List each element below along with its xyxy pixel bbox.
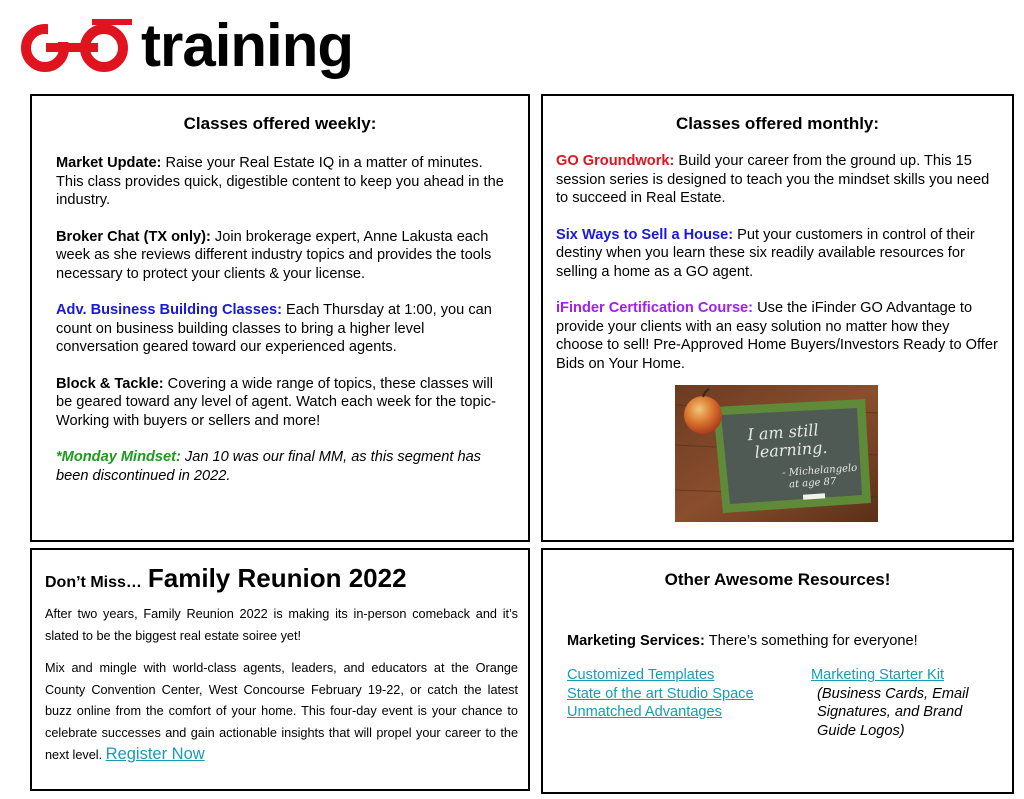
weekly-item-block-tackle	[56, 375, 506, 431]
item-text: Join brokerage expert, Anne Lakusta each week as she reviews different industry topics and provides the tools necessary to protect your clients & your license.	[56, 228, 492, 282]
item-title: Broker Chat (TX only):	[56, 228, 211, 245]
item-text: Use the iFinder GO Advantage to provide your clients with an easy solution no matter how they choose to sell! Pre-Approved Home Buyers/Investors Ready to Offer Bids on Your Home.	[556, 300, 998, 372]
reunion-paragraph-2	[45, 658, 518, 767]
item-title: *Monday Mindset:	[56, 449, 181, 465]
item-text: Raise your Real Estate IQ in a matter of minutes. This class provides quick, digestible content to keep you ahead in the industry.	[56, 155, 504, 208]
item-title: iFinder Certification Course:	[556, 300, 754, 316]
unmatched-advantages-link[interactable]: Unmatched Advantages	[567, 704, 722, 720]
chalk-line-1: I am still	[746, 420, 820, 445]
reunion-prefix: Don’t Miss…	[45, 574, 142, 591]
item-title: Adv. Business Building Classes:	[56, 302, 282, 318]
chalk-attribution-1: - Michelangelo	[781, 462, 858, 479]
item-title: Market Update:	[56, 155, 162, 171]
monthly-item-six-ways	[556, 226, 998, 282]
chalk-line-2: learning.	[754, 437, 829, 462]
reunion-title: Family Reunion 2022	[147, 563, 407, 593]
logo-text: training	[141, 12, 353, 79]
item-text: Covering a wide range of topics, these classes will be geared toward any level of agent. Watch each week for the topic- Working with buyers or sellers and more!	[56, 375, 496, 429]
resource-links-left	[567, 666, 754, 722]
weekly-item-monday-mindset	[56, 448, 506, 485]
go-training-logo	[20, 10, 353, 82]
resources-heading: Other Awesome Resources!	[664, 570, 891, 589]
customized-templates-link[interactable]: Customized Templates	[567, 667, 715, 683]
chalk-attribution-2: at age 87	[788, 476, 837, 491]
marketing-starter-kit-link[interactable]: Marketing Starter Kit	[811, 667, 945, 683]
reunion-paragraph-1: After two years, Family Reunion 2022 is making its in-person comeback and it’s slated to be the biggest real estate soiree yet!	[45, 607, 518, 643]
reunion-paragraph-2-text: Mix and mingle with world-class agents, leaders, and educators at the Orange County Convention Center, West Concourse February 19-22, or catch the latest buzz online from the comfort of your home. This four-day event is your chance to celebrate successes and gain actionable insights that will propel your career to the next level.	[45, 661, 518, 762]
weekly-item-market-update	[56, 154, 506, 210]
item-title: GO Groundwork:	[556, 153, 675, 169]
marketing-services-text: There’s something for everyone!	[704, 633, 918, 649]
monthly-heading: Classes offered monthly:	[675, 114, 880, 133]
marketing-services-line	[567, 632, 1012, 651]
weekly-item-business-building	[56, 301, 506, 357]
go-logo-mark	[20, 16, 135, 76]
item-text: Each Thursday at 1:00, you can count on business building classes to bring a higher level conversation geared toward our experienced agents.	[56, 302, 492, 355]
item-text: Put your customers in control of their destiny when you learn these six readily available resources for selling a home as a GO agent.	[556, 226, 975, 280]
starter-kit-note: (Business Cards, Email Signatures, and Brand Guide Logos)	[817, 685, 969, 739]
register-now-link[interactable]: Register Now	[105, 745, 205, 763]
weekly-item-broker-chat	[56, 228, 506, 284]
item-title: Six Ways to Sell a House:	[556, 226, 734, 243]
item-text: Build your career from the ground up. This 15 session series is designed to teach you the mindset skills you need to succeed in Real Estate.	[556, 153, 990, 206]
monthly-item-groundwork	[556, 152, 998, 208]
item-title: Block & Tackle:	[56, 375, 164, 392]
weekly-classes-panel	[30, 94, 530, 542]
item-text: Jan 10 was our final MM, as this segment has been discontinued in 2022.	[56, 449, 481, 484]
weekly-heading: Classes offered weekly:	[183, 114, 377, 133]
marketing-services-title: Marketing Services:	[567, 633, 705, 649]
resources-panel	[541, 548, 1014, 794]
studio-space-link[interactable]: State of the art Studio Space	[567, 685, 754, 702]
monthly-item-ifinder	[556, 299, 998, 373]
chalkboard-image	[675, 385, 878, 522]
resource-links-right	[811, 666, 991, 740]
family-reunion-panel	[30, 548, 530, 791]
